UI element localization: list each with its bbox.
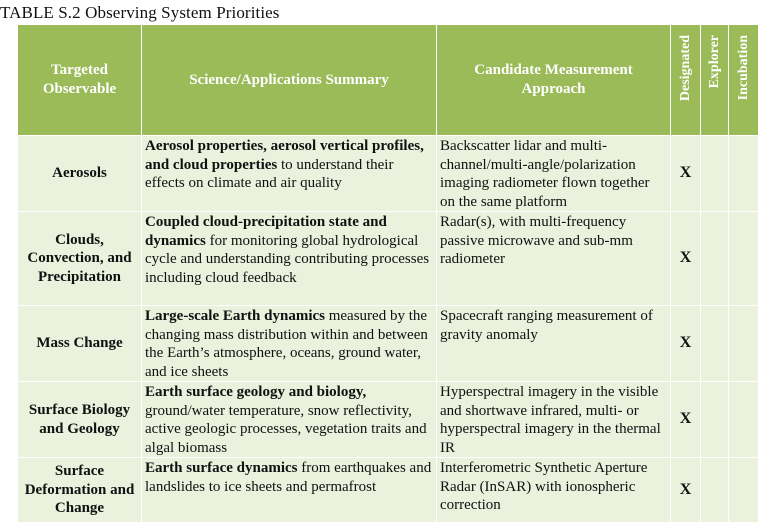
table-row [18, 212, 759, 306]
header-explorer [701, 25, 729, 136]
summary-cell [142, 382, 437, 458]
observable-cell: Clouds, Convection, and Precipitation [18, 212, 142, 306]
summary-rest: to understand their effects on climate and air quality [145, 156, 394, 191]
table-row [18, 382, 759, 458]
observable-cell: Mass Change [18, 306, 142, 382]
approach-cell: Hyperspectral imagery in the visible and shortwave infrared, multi- or hyperspectral imagery in the thermal IR [437, 382, 671, 458]
header-designated-label: Designated [678, 35, 693, 102]
summary-bold: Earth surface geology and biology, [145, 384, 367, 400]
designated-mark: X [671, 212, 701, 306]
observable-cell: Surface Deformation and Change [18, 458, 142, 523]
summary-rest: for monitoring global hydrological cycle and understanding contributing processes including cloud feedback [145, 232, 430, 286]
summary-rest: from earthquakes and landslides to ice sheets and permafrost [145, 460, 432, 495]
summary-cell [142, 306, 437, 382]
header-incubation [729, 25, 759, 136]
header-explorer-label: Explorer [707, 35, 722, 89]
header-designated [671, 25, 701, 136]
explorer-mark [701, 212, 729, 306]
table-title: TABLE S.2 Observing System Priorities [0, 3, 280, 22]
summary-cell [142, 458, 437, 523]
table-row [18, 306, 759, 382]
designated-mark: X [671, 382, 701, 458]
summary-bold: Aerosol properties, aerosol vertical profiles, and cloud properties [145, 138, 424, 173]
summary-rest: measured by the changing mass distribution within and between the Earth’s atmosphere, oceans, ground water, and ice sheets [145, 308, 428, 380]
incubation-mark [729, 458, 759, 523]
explorer-mark [701, 306, 729, 382]
explorer-mark [701, 382, 729, 458]
summary-bold: Earth surface dynamics [145, 460, 298, 476]
incubation-mark [729, 212, 759, 306]
explorer-mark [701, 136, 729, 212]
header-summary: Science/Applications Summary [142, 25, 437, 136]
approach-cell: Interferometric Synthetic Aperture Radar (InSAR) with ionospheric correction [437, 458, 671, 523]
incubation-mark [729, 136, 759, 212]
summary-rest: ground/water temperature, snow reflectivity, active geologic processes, vegetation traits and algal biomass [145, 402, 427, 456]
table-row [18, 136, 759, 212]
explorer-mark [701, 458, 729, 523]
approach-cell: Backscatter lidar and multi-channel/multi-angle/polarization imaging radiometer flown together on the same platform [437, 136, 671, 212]
summary-cell [142, 212, 437, 306]
summary-bold: Coupled cloud-precipitation state and dynamics [145, 214, 387, 249]
header-approach: Candidate Measurement Approach [437, 25, 671, 136]
designated-mark: X [671, 458, 701, 523]
observable-cell: Aerosols [18, 136, 142, 212]
incubation-mark [729, 306, 759, 382]
summary-bold: Large-scale Earth dynamics [145, 308, 325, 324]
incubation-mark [729, 382, 759, 458]
designated-mark: X [671, 136, 701, 212]
header-incubation-label: Incubation [736, 35, 751, 101]
header-row [18, 25, 759, 136]
table-row [18, 458, 759, 523]
header-observable: Targeted Observable [18, 25, 142, 136]
approach-cell: Radar(s), with multi-frequency passive microwave and sub-mm radiometer [437, 212, 671, 306]
observable-cell: Surface Biology and Geology [18, 382, 142, 458]
approach-cell: Spacecraft ranging measurement of gravity anomaly [437, 306, 671, 382]
designated-mark: X [671, 306, 701, 382]
observing-system-priorities-table [17, 24, 759, 523]
summary-cell [142, 136, 437, 212]
